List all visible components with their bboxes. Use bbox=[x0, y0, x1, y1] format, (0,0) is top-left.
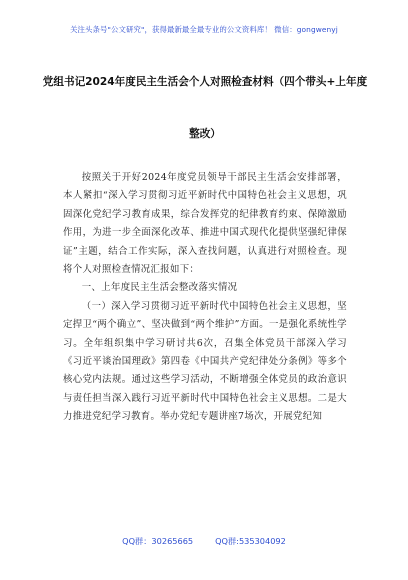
footer-qq-group-2: QQ群:535304092 bbox=[215, 536, 286, 546]
header-banner: 关注头条号"公文研究"，获得最新最全最专业的公文资料库！ 微信：gongwenyj bbox=[70, 25, 338, 34]
body-paragraph: （一）深入学习贯彻习近平新时代中国特色社会主义思想，坚定捍卫“两个确立”、坚决做到“两个维护”方面。一是强化系统性学习。全年组织集中学习研讨共6次，召集全体党员干部深入学习《习近平谈治国理政》第四卷《中国共产党纪律处分条例》等多个核心党内法规。通过这些学习活动，不断增强全体党员的政治意识与责任担当深入践行习近平新时代中国特色社会主义思想。二是大力推进党纪学习教育。举办党纪专题讲座7场次，开展党纪知 bbox=[63, 300, 347, 423]
document-title: 党组书记2024年度民主生活会个人对照检查材料（四个带头+上年度整改） bbox=[42, 76, 368, 140]
document-body bbox=[63, 169, 347, 427]
footer-banner bbox=[0, 536, 408, 547]
section-heading: 一、上年度民主生活会整改落实情况 bbox=[81, 282, 238, 294]
footer-qq-group-1: QQ群：30265665 bbox=[122, 536, 194, 546]
intro-paragraph: 按照关于开好2024年度党员领导干部民主生活会安排部署，本人紧扣“深入学习贯彻习近平新时代中国特色社会主义思想，巩固深化党纪学习教育成果，综合发挥党的纪律教育约束、保障激励作用，为进一步全面深化改革、推进中国式现代化提供坚强纪律保证”主题，结合工作实际，深入查找问题，认真进行对照检查。现将个人对照检查情况汇报如下： bbox=[63, 172, 347, 276]
